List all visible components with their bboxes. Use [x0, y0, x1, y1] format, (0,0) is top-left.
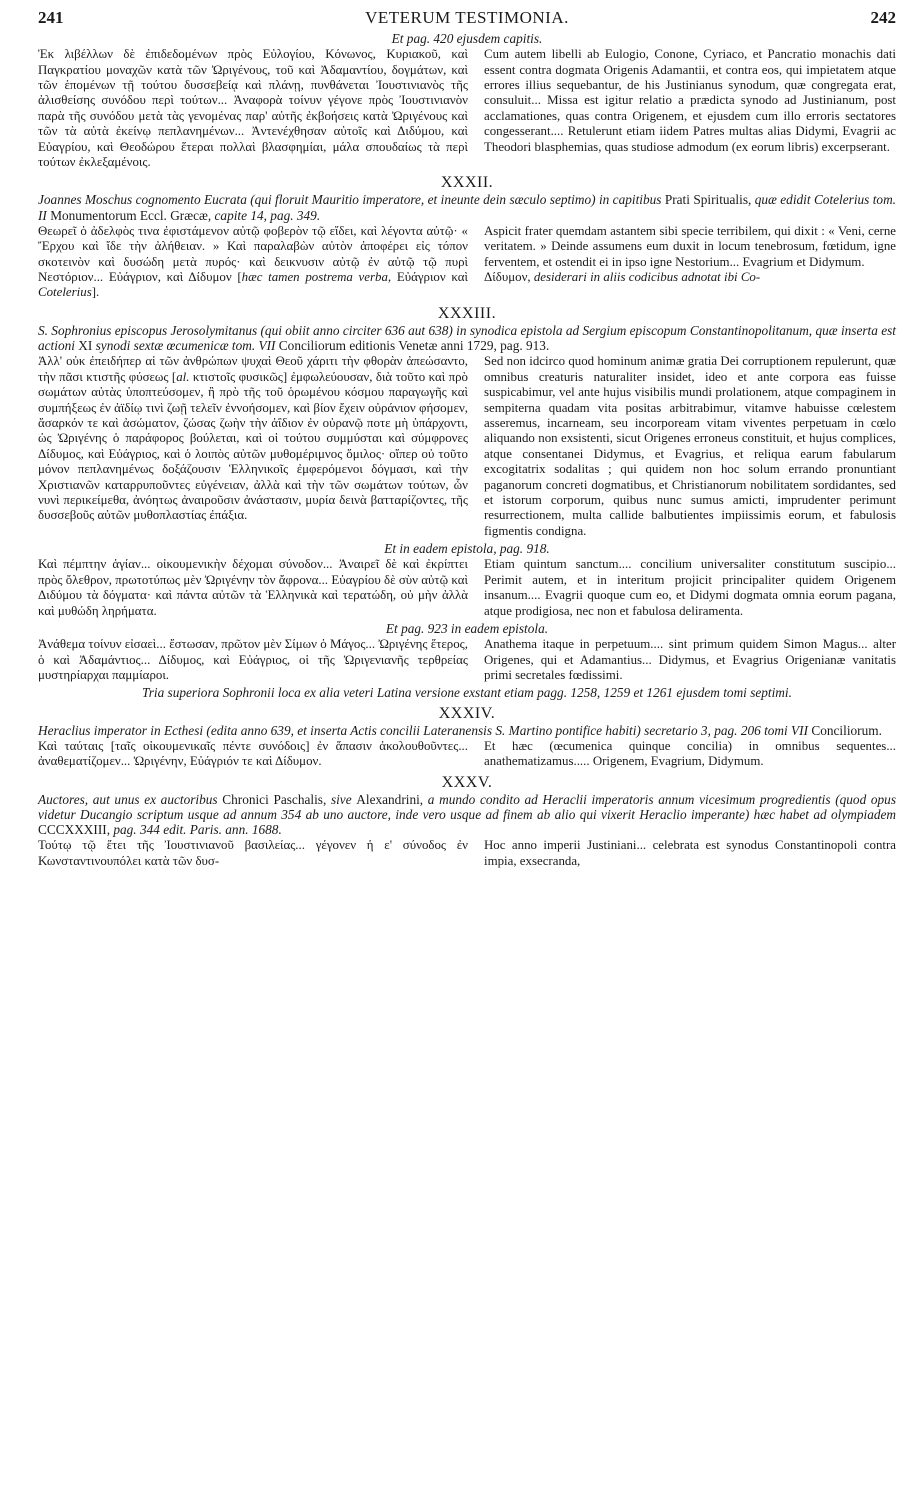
- greek-text: Τούτῳ τῷ ἔτει τῆς Ἰουστινιανοῦ βασιλείας... γέγονεν ἡ ε' σύνοδος ἐν Κωνσταντινουπόλει κατὰ τῶν δυσ-: [38, 838, 468, 868]
- greek-part: Εὐάγριον καὶ: [396, 270, 469, 285]
- greek-part: κτιστοῖς φυσικῶς] ἐμφωλεύουσαν, διὰ τοῦτο καὶ πρὸ σωμάτων αὐτὰς ὑποπτεύσομεν, ἢ πρὸ τῆς τοῦ ὁρωμένου κόσμου παραγωγῆς καὶ συμπήξεως ἐν ἀϊδίῳ τινὶ ζωῇ τελεῖν ἐννοήσομεν, καὶ βίον ἔχειν οὐράνιον φήσομεν, ἄσαρκόν τε καὶ ἀσώματον, ζώσας ζωὴν τὴν ἀΐδιον ἐν οὐρανῷ ποτε μὴ ὑπάρχοντι, ὡς Ὠριγένης ὁ παράφορος βούλεται, καὶ οἱ τούτου συμμύσται καὶ σύμφρονες Δίδυμος, καὶ Εὐάγριος, καὶ ὁ λοιπὸς αὐτῶν μυθομέριμνος ὅμιλος· οἵπερ οὐ τοῦτο μόνον πεπλανημένως δοξάζουσιν Ἑλληνικοῖς ἐμφερόμενοι δόγμασι, καὶ τὴν Χριστιανῶν καταρρυποῦντες εὐγένειαν, ἀλλὰ καὶ τὴν τῶν σωμάτων τούτων, ὧν νυνὶ περικείμεθα, ἀνόητως ἀναιροῦσιν ἀνάστασιν, μυρία δεινὰ βατταρίζοντες, τῆς δυσσεβοῦς αὐτῶν μυθοπλαστίας ἐπάξια.: [38, 369, 468, 523]
- caption-roman-part: Prati Spiritualis,: [664, 192, 755, 208]
- section-caption: [38, 192, 896, 222]
- section-caption: [38, 792, 896, 838]
- caption-roman-part: Conciliorum editionis Venetæ anni 1729, pag. 913.: [278, 338, 550, 354]
- greek-text: Καὶ πέμπτην ἁγίαν... οἰκουμενικὴν δέχομαι σύνοδον... Ἀναιρεῖ δὲ καὶ ἐκρίπτει πρὸς ὄλεθρον, πρωτοτύπως μὲν Ὠριγένην τὸν ἄφρονα... Εὐαγρίου δὲ σὺν αὐτῷ καὶ Διδύμου τὰ δόγματα· καὶ πάντα αὐτῶν τὰ Ἑλληνικὰ καὶ τερατώδη, οὐ μὴν ἀλλὰ καὶ μυθώδη ληρήματα.: [38, 557, 468, 618]
- caption-part: synodi sextæ œcumenicæ tom. VII: [92, 338, 279, 354]
- running-title: VETERUM TESTIMONIA.: [365, 8, 569, 27]
- latin-text: Cum autem libelli ab Eulogio, Conone, Cyriaco, et Pancratio monachis dati essent contra dogmata Origenis Adamantii, et contra eos, qui impietatem atque errores illius sequebantur, de his Justinianus synodum, quæ congregata erat, consuluit... Missa est igitur relatio a prædicta synodo ad Justinianum, post acclamationes, quas contra Origenem, et ejusdem cum illo erroris sectatores congesserant.... Retulerunt etiam iidem Patres multas alias Didymi, Evagrii ac Theodori blasphemias, quas studiose admodum (ex eorum libris) excerpserant.: [484, 47, 896, 154]
- subsection-caption: Et in eadem epistola, pag. 918.: [384, 541, 550, 557]
- greek-text: Ἐκ λιβέλλων δὲ ἐπιδεδομένων πρὸς Εὐλογίου, Κόνωνος, Κυριακοῦ, καὶ Παγκρατίου μοναχῶν κατὰ τῶν Ὠριγένους, τοῦ καὶ Ἀδαμαντίου, δογμάτων, καὶ τῶν ἑπομένων τῇ τούτου δυσσεβείᾳ καὶ πλάνῃ, πυνθάνεται Ἰουστινιανὸς τῆς ἀλισθείσης συνόδου περὶ τούτων... Ἀναφορὰ τοίνυν γέγονε πρὸς Ἰουστινιανὸν παρὰ τῆς συνόδου μετὰ τὰς γενομένας παρ' αὐτῆς ἐκβοήσεις κατὰ Ὠριγένους καὶ τῶν τὰ αὐτὰ ἐκείνῳ πεπλανημένων... Ἀντενέχθησαν αὐτοῖς καὶ Διδύμου, καὶ Εὐαγρίου, καὶ Θεοδώρου ἕτεραι πολλαὶ βλασφημίαι, μάλα σπουδαίως τὰ περὶ τούτων ἐκλεξαμένοις.: [38, 47, 468, 170]
- caption-roman-part: Monumentorum Eccl. Græcæ,: [50, 207, 215, 223]
- page-number-right: 242: [870, 8, 896, 27]
- caption-part: Heraclius imperator in Ecthesi (edita anno 639, et inserta Actis concilii Lateranensis S. Martino pontifice habiti) secretario 3, pag. 206 tomi VII: [38, 722, 812, 738]
- greek-text: Ἀνάθεμα τοίνυν εἰσαεὶ... ἔστωσαν, πρῶτον μὲν Σίμων ὁ Μάγος... Ὠριγένης ἕτερος, ὁ καὶ Ἀδαμάντιος... Δίδυμος, καὶ Εὐάγριος, οἱ τῆς Ὠριγενιανῆς τερθρείας μυστηρίαρχαι παμμίαροι.: [38, 637, 468, 683]
- section-caption: [38, 323, 896, 353]
- caption-part: sive: [330, 791, 357, 807]
- caption-part: S. Sophronius episcopus Jerosolymitanus (qui obiit anno circiter 636 aut 638) in synodica epistola ad Sergium episcopum Constantinopolitanum, quæ inserta est actioni: [38, 322, 896, 354]
- parallel-columns: [38, 557, 896, 619]
- greek-text: [38, 354, 468, 539]
- editorial-note: Tria superiora Sophronii loca ex alia veteri Latina versione exstant etiam pagg. 1258, 1259 et 1261 ejusdem tomi septimi.: [142, 685, 792, 701]
- caption-part: Auctores, aut unus ex auctoribus: [38, 791, 223, 807]
- greek-text: [38, 224, 468, 301]
- caption-part: pag. 344 edit. Paris. ann. 1688.: [113, 822, 282, 838]
- latin-part: Δίδυμον,: [484, 270, 534, 285]
- section-numeral: XXXV.: [441, 773, 493, 791]
- section-numeral: XXXIV.: [438, 704, 496, 722]
- greek-note-italic: Cotelerius: [38, 285, 92, 300]
- greek-part: ].: [91, 285, 100, 300]
- parallel-columns: [38, 224, 896, 301]
- latin-text: Sed non idcirco quod hominum animæ gratia Dei corruptionem repulerunt, quæ omnibus creaturis naturaliter insidet, ideo et ante corpora eas fuisse suspicabimur, vel ante hujus visibilis mundi prolationem, atque compaginem in sempiterna quadam vita positas arbitrabimur, vitamve habuisse cœlestem asseremus, incarneam, seu incorpoream vitam viventes perpetuam in cœlo aliquando non exsistenti, sicut Origenes erroneus constituit, et hujus complices, atque consentanei Didymus, et Evagrius, et reliqua earum fabularum excogitatrix sodalitas ; qui quidem non hoc solum errando pronuntiant paganorum concreti dogmatibus, et Christianorum nobilitatem sordidantes, sed et istorum corporum, quibus nunc sumus amicti, imprudenter perimunt resurrectionem, multa callide balbutientes impiissimis eorum, et fabulosis figmentis condigna.: [484, 354, 896, 538]
- latin-part: Aspicit frater quemdam astantem sibi specie terribilem, qui dixit : « Veni, cerne veritatem. » Deinde assumens eum duxit in locum tenebrosum, fœtidum, igne ferventem, et ostendit ei in ipso igne Nestorium... Evagrium et Didymum.: [484, 223, 896, 269]
- caption-roman-part: Alexandrini,: [356, 791, 428, 807]
- parallel-columns: [38, 47, 896, 170]
- section-caption: [38, 723, 896, 738]
- caption-part: capite 14, pag. 349.: [214, 207, 321, 223]
- latin-note-italic: desiderari in aliis codicibus adnotat ibi Co-: [533, 270, 761, 285]
- caption-roman-part: CCCXXXIII,: [38, 822, 114, 838]
- section-numeral: XXXIII.: [437, 304, 497, 322]
- parallel-columns: [38, 739, 896, 770]
- caption-roman-part: Chronici Paschalis,: [222, 791, 331, 807]
- parallel-columns: [38, 354, 896, 539]
- latin-text: Etiam quintum sanctum.... concilium universaliter constitutum suscipio... Perimit autem, et in interitum projicit principaliter quidem Origenem insanum.... Evagrii quoque cum eo, et Didymi dogmata omnia eorum pagana, atque prodigiosa, nec non et fabulosa deliramenta.: [484, 557, 896, 618]
- caption-roman-part: Conciliorum.: [811, 722, 882, 738]
- page-number-left: 241: [38, 8, 64, 27]
- greek-part: Ἀλλ' οὐκ ἐπειδήπερ αἱ τῶν ἀνθρώπων ψυχαὶ Θεοῦ χάριτι τὴν φθορὰν ἀπεώσαντο, τὴν πᾶσι κτιστῆς φύσεως [: [38, 354, 468, 384]
- greek-note-italic: hæc tamen postrema verba,: [241, 270, 397, 285]
- latin-text: [484, 224, 896, 301]
- section-numeral: XXXII.: [440, 174, 494, 192]
- greek-text: Καὶ ταύταις [ταῖς οἰκουμενικαῖς πέντε συνόδοις] ἐν ἅπασιν ἀκολουθοῦντες... ἀναθεματίζομεν... Ὠριγένην, Εὐάγριόν τε καὶ Δίδυμον.: [38, 738, 468, 769]
- caption-part: quæ edidit Cotelerius tom. II: [38, 192, 897, 223]
- parallel-columns: [38, 838, 896, 869]
- greek-note-italic: al.: [176, 369, 190, 384]
- latin-text: Anathema itaque in perpetuum.... sint primum quidem Simon Magus... alter Origenes, qui et Adamantius... Didymus, et Evagrius Origenianæ vanitatis primi secretales fœdissimi.: [484, 637, 896, 683]
- subsection-caption: Et pag. 923 in eadem epistola.: [385, 621, 549, 636]
- parallel-columns: [38, 637, 896, 683]
- greek-part: Θεωρεῖ ὁ ἀδελφὸς τινα ἐφιστάμενον αὐτῷ φοβερὸν τῷ εἴδει, καὶ λέγοντα αὐτῷ· « Ἔρχου καὶ ἴδε τὴν ἀλήθειαν. » Καὶ παραλαβὼν αὐτὸν ἀποφέρει εἰς τόπον σκοτεινὸν καὶ δυσώδη μετὰ πυρός· καὶ δεικνυσιν αὐτῷ ἐν αὐτῷ τῷ πυρὶ Νεστόριον... Εὐάγριον, καὶ Δίδυμον [: [38, 223, 468, 285]
- running-head: [38, 6, 896, 30]
- caption-part: Joannes Moschus cognomento Eucrata (qui floruit Mauritio imperatore, et ineunte dein sæculo septimo) in capitibus: [38, 192, 665, 208]
- caption-part: a mundo condito ad Heraclii imperatoris annum vicesimum progredientis (quod opus videtur Ducangio scriptum usque ad annum 354 ab uno auctore, inde vero usque ad finem ab alio qui vixerit Heraclio imperante) hæc habet ad olympiadem: [38, 791, 897, 822]
- latin-text: Et hæc (œcumenica quinque concilia) in omnibus sequentes... anathematizamus..... Origenem, Evagrium, Didymum.: [484, 738, 896, 769]
- latin-text: Hoc anno imperii Justiniani... celebrata est synodus Constantinopoli contra impia, exsecranda,: [484, 838, 896, 868]
- caption-roman-part: XI: [78, 338, 93, 354]
- subsection-caption: Et pag. 420 ejusdem capitis.: [391, 31, 543, 46]
